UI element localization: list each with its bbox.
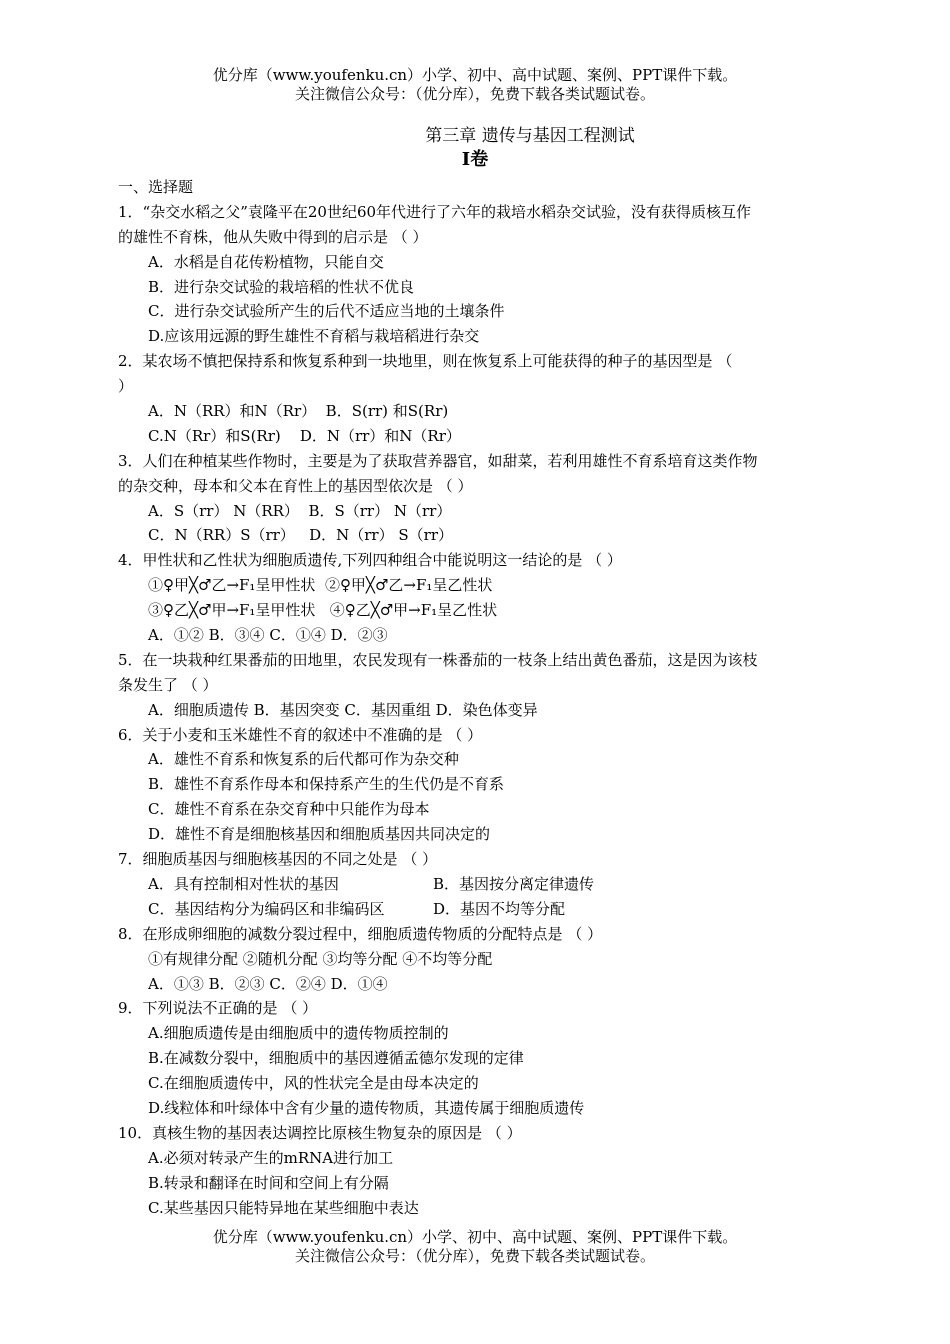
q10-stem: 10．真核生物的基因表达调控比原核生物复杂的原因是 （ ） — [118, 1123, 522, 1142]
q1-option-b: B．进行杂交试验的栽培稻的性状不优良 — [148, 277, 415, 296]
page-footer — [0, 1228, 950, 1266]
q2-options-ab: A．N（RR）和N（Rr） B．S(rr) 和S(Rr) — [148, 402, 449, 421]
q7-options-cd — [118, 897, 838, 922]
header-line-2: 关注微信公众号：（优分库），免费下载各类试题试卷。 — [294, 85, 655, 103]
paper-subtitle: Ⅰ卷 — [461, 149, 489, 170]
q1-option-d: D.应该用远源的野生雄性不育稻与栽培稻进行杂交 — [148, 327, 480, 346]
q10-option-c: C.某些基因只能特异地在某些细胞中表达 — [148, 1198, 419, 1217]
page-header — [0, 66, 950, 104]
q4-options: A．①② B．③④ C．①④ D．②③ — [148, 626, 388, 645]
q4-cross-row-1: ①♀甲╳♂乙→F₁呈甲性状 ②♀甲╳♂乙→F₁呈乙性状 — [148, 576, 493, 595]
q6-option-a: A．雄性不育系和恢复系的后代都可作为杂交种 — [148, 750, 459, 769]
q10-option-b: B.转录和翻译在时间和空间上有分隔 — [148, 1173, 389, 1192]
footer-line-1: 优分库（www.youfenku.cn）小学、初中、高中试题、案例、PPT课件下载。 — [212, 1228, 738, 1246]
q9-stem: 9．下列说法不正确的是 （ ） — [118, 999, 318, 1018]
header-line-1: 优分库（www.youfenku.cn）小学、初中、高中试题、案例、PPT课件下载。 — [212, 66, 738, 84]
q2-stem-2: ） — [118, 377, 134, 396]
q3-stem-1: 3．人们在种植某些作物时，主要是为了获取营养器官，如甜菜，若利用雄性不育系培育这类作物 — [118, 451, 758, 470]
q9-option-d: D.线粒体和叶绿体中含有少量的遗传物质，其遗传属于细胞质遗传 — [148, 1098, 585, 1117]
q1-option-c: C．进行杂交试验所产生的后代不适应当地的土壤条件 — [148, 302, 505, 321]
q7-option-d: D．基因不均等分配 — [433, 899, 566, 918]
q7-option-c: C．基因结构分为编码区和非编码区 — [148, 899, 385, 918]
q9-option-c: C.在细胞质遗传中，风的性状完全是由母本决定的 — [148, 1074, 479, 1093]
q1-option-a: A．水稻是自花传粉植物，只能自交 — [148, 252, 384, 271]
q5-stem-1: 5．在一块栽种红果番茄的田地里，农民发现有一株番茄的一枝条上结出黄色番茄，这是因为该枝 — [118, 650, 758, 669]
q10-option-a: A.必须对转录产生的mRNA进行加工 — [148, 1148, 394, 1167]
q7-stem: 7．细胞质基因与细胞核基因的不同之处是 （ ） — [118, 850, 438, 869]
q7-option-b: B．基因按分离定律遗传 — [433, 874, 595, 893]
q8-options: A．①③ B．②③ C．②④ D．①④ — [148, 974, 388, 993]
q8-items: ①有规律分配 ②随机分配 ③均等分配 ④不均等分配 — [148, 949, 493, 968]
q4-stem: 4．甲性状和乙性状为细胞质遗传,下列四种组合中能说明这一结论的是 （ ） — [118, 551, 622, 570]
q7-options-ab — [118, 872, 838, 897]
q3-options-ab: A．S（rr） N（RR） B．S（rr） N（rr） — [148, 501, 452, 520]
page-title — [0, 124, 950, 172]
q7-option-a: A．具有控制相对性状的基因 — [148, 874, 339, 893]
q5-options: A．细胞质遗传 B．基因突变 C．基因重组 D．染色体变异 — [148, 700, 538, 719]
q3-stem-2: 的杂交种，母本和父本在育性上的基因型依次是 （ ） — [118, 476, 473, 495]
q4-cross-row-2: ③♀乙╳♂甲→F₁呈甲性状 ④♀乙╳♂甲→F₁呈乙性状 — [148, 601, 498, 620]
chapter-title: 第三章 遗传与基因工程测试 — [425, 126, 635, 146]
q2-options-cd: C.N（Rr）和S(Rr) D．N（rr）和N（Rr） — [148, 426, 461, 445]
q5-stem-2: 条发生了 （ ） — [118, 675, 218, 694]
footer-line-2: 关注微信公众号：（优分库），免费下载各类试题试卷。 — [294, 1247, 655, 1265]
q6-option-d: D．雄性不育是细胞核基因和细胞质基因共同决定的 — [148, 825, 491, 844]
q6-option-b: B．雄性不育系作母本和保持系产生的生代仍是不育系 — [148, 775, 505, 794]
q8-stem: 8．在形成卵细胞的减数分裂过程中，细胞质遗传物质的分配特点是 （ ） — [118, 924, 603, 943]
q6-option-c: C．雄性不育系在杂交育种中只能作为母本 — [148, 800, 430, 819]
q1-stem-2: 的雄性不育株，他从失败中得到的启示是 （ ） — [118, 227, 428, 246]
question-list — [118, 175, 838, 1220]
section-heading: 一、选择题 — [118, 178, 194, 196]
q1-stem-1: 1．“杂交水稻之父”袁隆平在20世纪60年代进行了六年的栽培水稻杂交试验，没有获得质核互作 — [118, 202, 752, 221]
q6-stem: 6．关于小麦和玉米雄性不育的叙述中不准确的是 （ ） — [118, 725, 483, 744]
q2-stem-1: 2．某农场不慎把保持系和恢复系种到一块地里，则在恢复系上可能获得的种子的基因型是 （ — [118, 352, 733, 371]
q9-option-a: A.细胞质遗传是由细胞质中的遗传物质控制的 — [148, 1024, 449, 1043]
q3-options-cd: C．N（RR）S（rr） D．N（rr） S（rr） — [148, 526, 453, 545]
q9-option-b: B.在减数分裂中，细胞质中的基因遵循孟德尔发现的定律 — [148, 1049, 524, 1068]
